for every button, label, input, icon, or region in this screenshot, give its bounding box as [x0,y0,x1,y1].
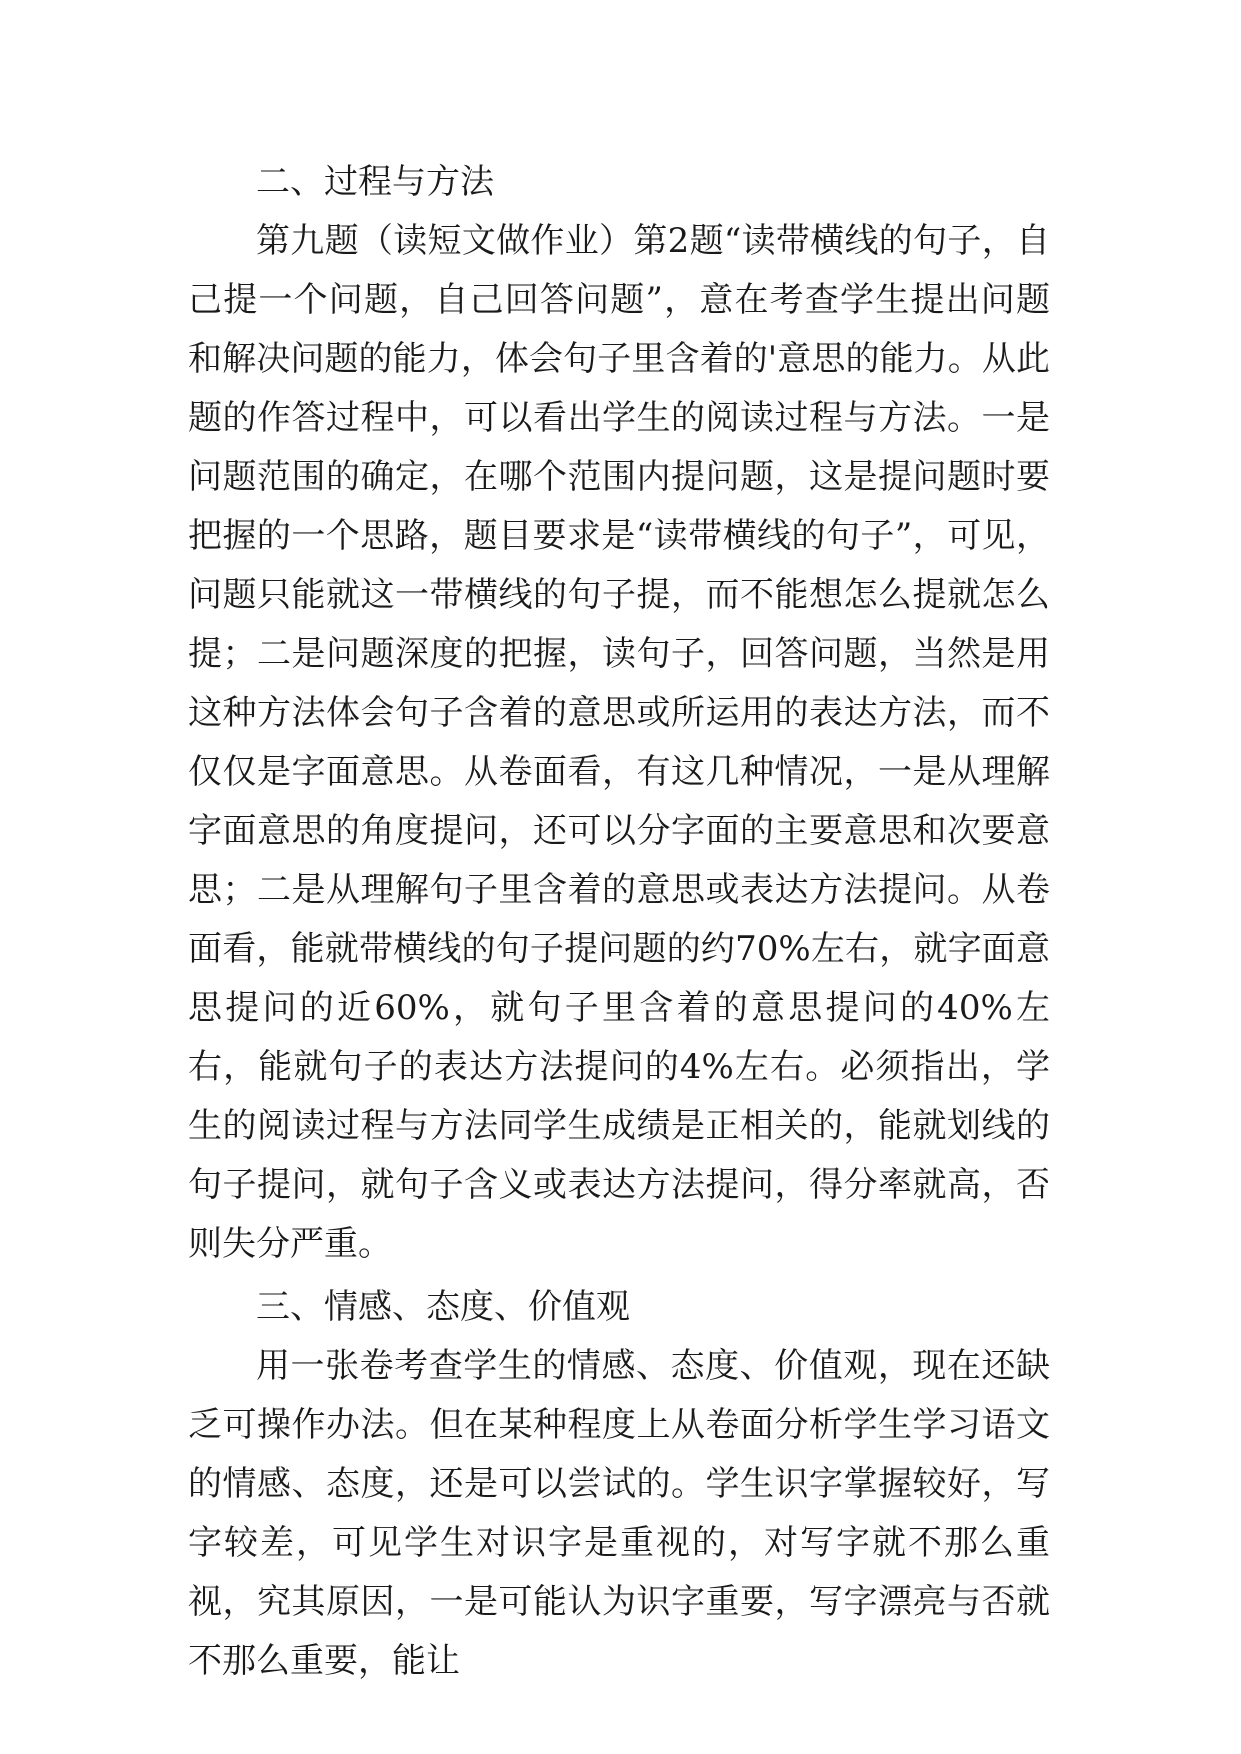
paragraph-process-method: 第九题（读短文做作业）第2题“读带横线的句子，自己提一个问题，自己回答问题”，意在考查学生提出问题和解决问题的能力，体会句子里含着的'意思的能力。从此题的作答过程中，可以看出学生的阅读过程与方法。一是问题范围的确定，在哪个范围内提问题，这是提问题时要把握的一个思路，题目要求是“读带横线的句子”，可见，问题只能就这一带横线的句子提，而不能想怎么提就怎么提；二是问题深度的把握，读句子，回答问题，当然是用这种方法体会句子含着的意思或所运用的表达方法，而不仅仅是字面意思。从卷面看，有这几种情况，一是从理解字面意思的角度提问，还可以分字面的主要意思和次要意思；二是从理解句子里含着的意思或表达方法提问。从卷面看，能就带横线的句子提问题的约70%左右，就字面意思提问的近60%，就句子里含着的意思提问的40%左右，能就句子的表达方法提问的4%左右。必须指出，学生的阅读过程与方法同学生成绩是正相关的，能就划线的句子提问，就句子含义或表达方法提问，得分率就高，否则失分严重。 [188,221,1050,1264]
section-heading-process-method: 二、过程与方法 [256,162,494,202]
paragraph-emotion-attitude-values: 用一张卷考查学生的情感、态度、价值观，现在还缺乏可操作办法。但在某种程度上从卷面分析学生学习语文的情感、态度，还是可以尝试的。学生识字掌握较好，写字较差，可见学生对识字是重视的，对写字就不那么重视，究其原因，一是可能认为识字重要，写字漂亮与否就不那么重要，能让 [188,1346,1050,1681]
document-body [188,153,1050,1691]
section-heading-emotion-attitude-values: 三、情感、态度、价值观 [256,1287,630,1327]
